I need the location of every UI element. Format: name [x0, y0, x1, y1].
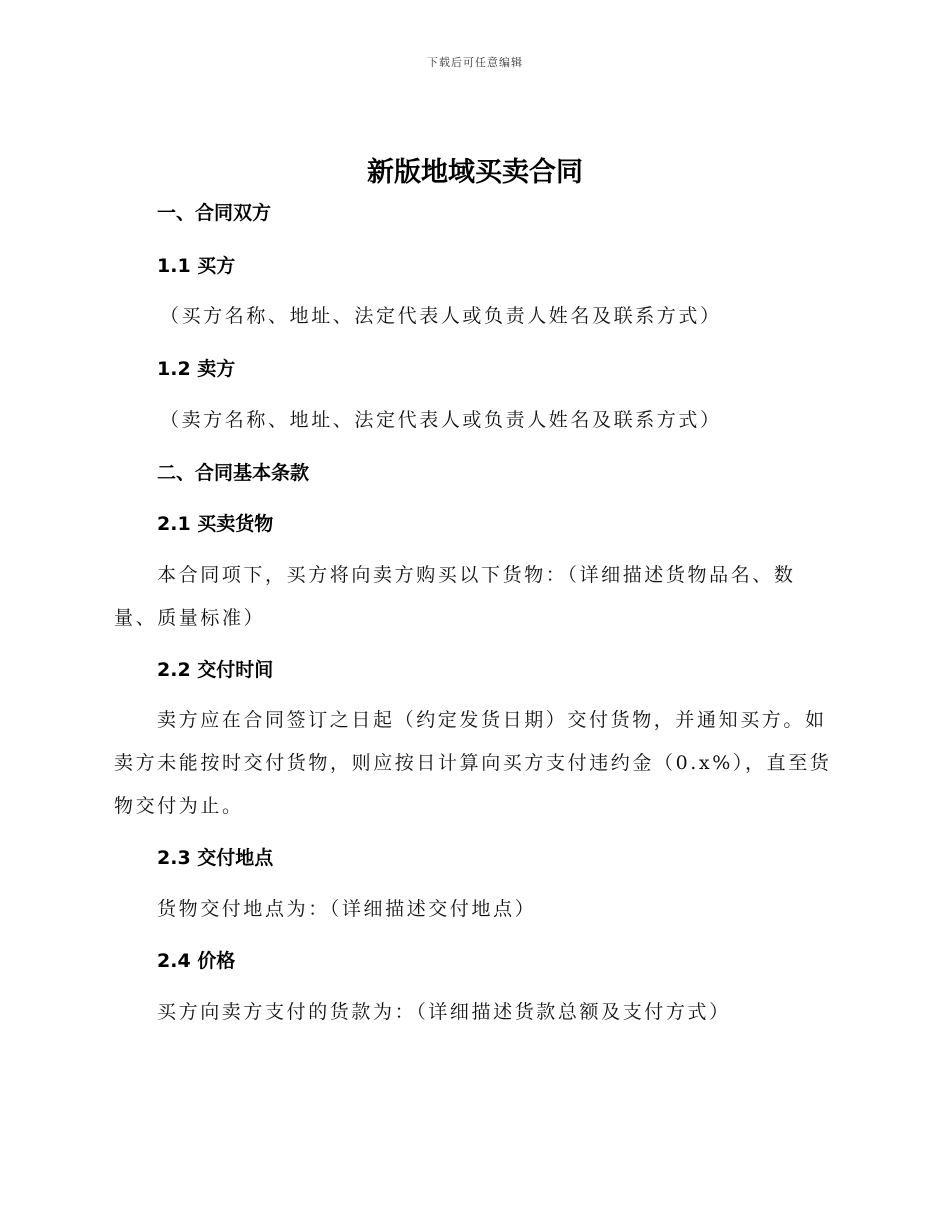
- price-paragraph: 买方向卖方支付的货款为：（详细描述货款总额及支付方式）: [157, 1001, 731, 1023]
- buyer-info-placeholder: （买方名称、地址、法定代表人或负责人姓名及联系方式）: [160, 305, 722, 327]
- delivery-time-paragraph-line-1: 卖方应在合同签订之日起（约定发货日期）交付货物，并通知买方。如: [157, 709, 827, 731]
- subsection-heading-price: 2.4 价格: [157, 950, 236, 972]
- section-heading-basic-terms: 二、合同基本条款: [157, 462, 310, 484]
- seller-info-placeholder: （卖方名称、地址、法定代表人或负责人姓名及联系方式）: [160, 409, 722, 431]
- goods-paragraph-line-1: 本合同项下，买方将向卖方购买以下货物：（详细描述货物品名、数: [157, 564, 796, 586]
- subsection-heading-delivery-time: 2.2 交付时间: [157, 659, 274, 681]
- delivery-time-paragraph-line-2: 卖方未能按时交付货物，则应按日计算向买方支付违约金（0.x%），直至货: [114, 752, 832, 774]
- header-note: 下载后可任意编辑: [427, 56, 523, 69]
- document-title: 新版地域买卖合同: [367, 157, 583, 188]
- subsection-heading-buyer: 1.1 买方: [157, 255, 236, 277]
- section-heading-parties: 一、合同双方: [157, 202, 272, 224]
- subsection-heading-seller: 1.2 卖方: [157, 358, 236, 380]
- goods-paragraph-line-2: 量、质量标准）: [114, 607, 266, 629]
- delivery-time-paragraph-line-3: 物交付为止。: [114, 795, 244, 817]
- delivery-place-paragraph: 货物交付地点为：（详细描述交付地点）: [157, 898, 537, 920]
- subsection-heading-goods: 2.1 买卖货物: [157, 513, 274, 535]
- subsection-heading-delivery-place: 2.3 交付地点: [157, 847, 274, 869]
